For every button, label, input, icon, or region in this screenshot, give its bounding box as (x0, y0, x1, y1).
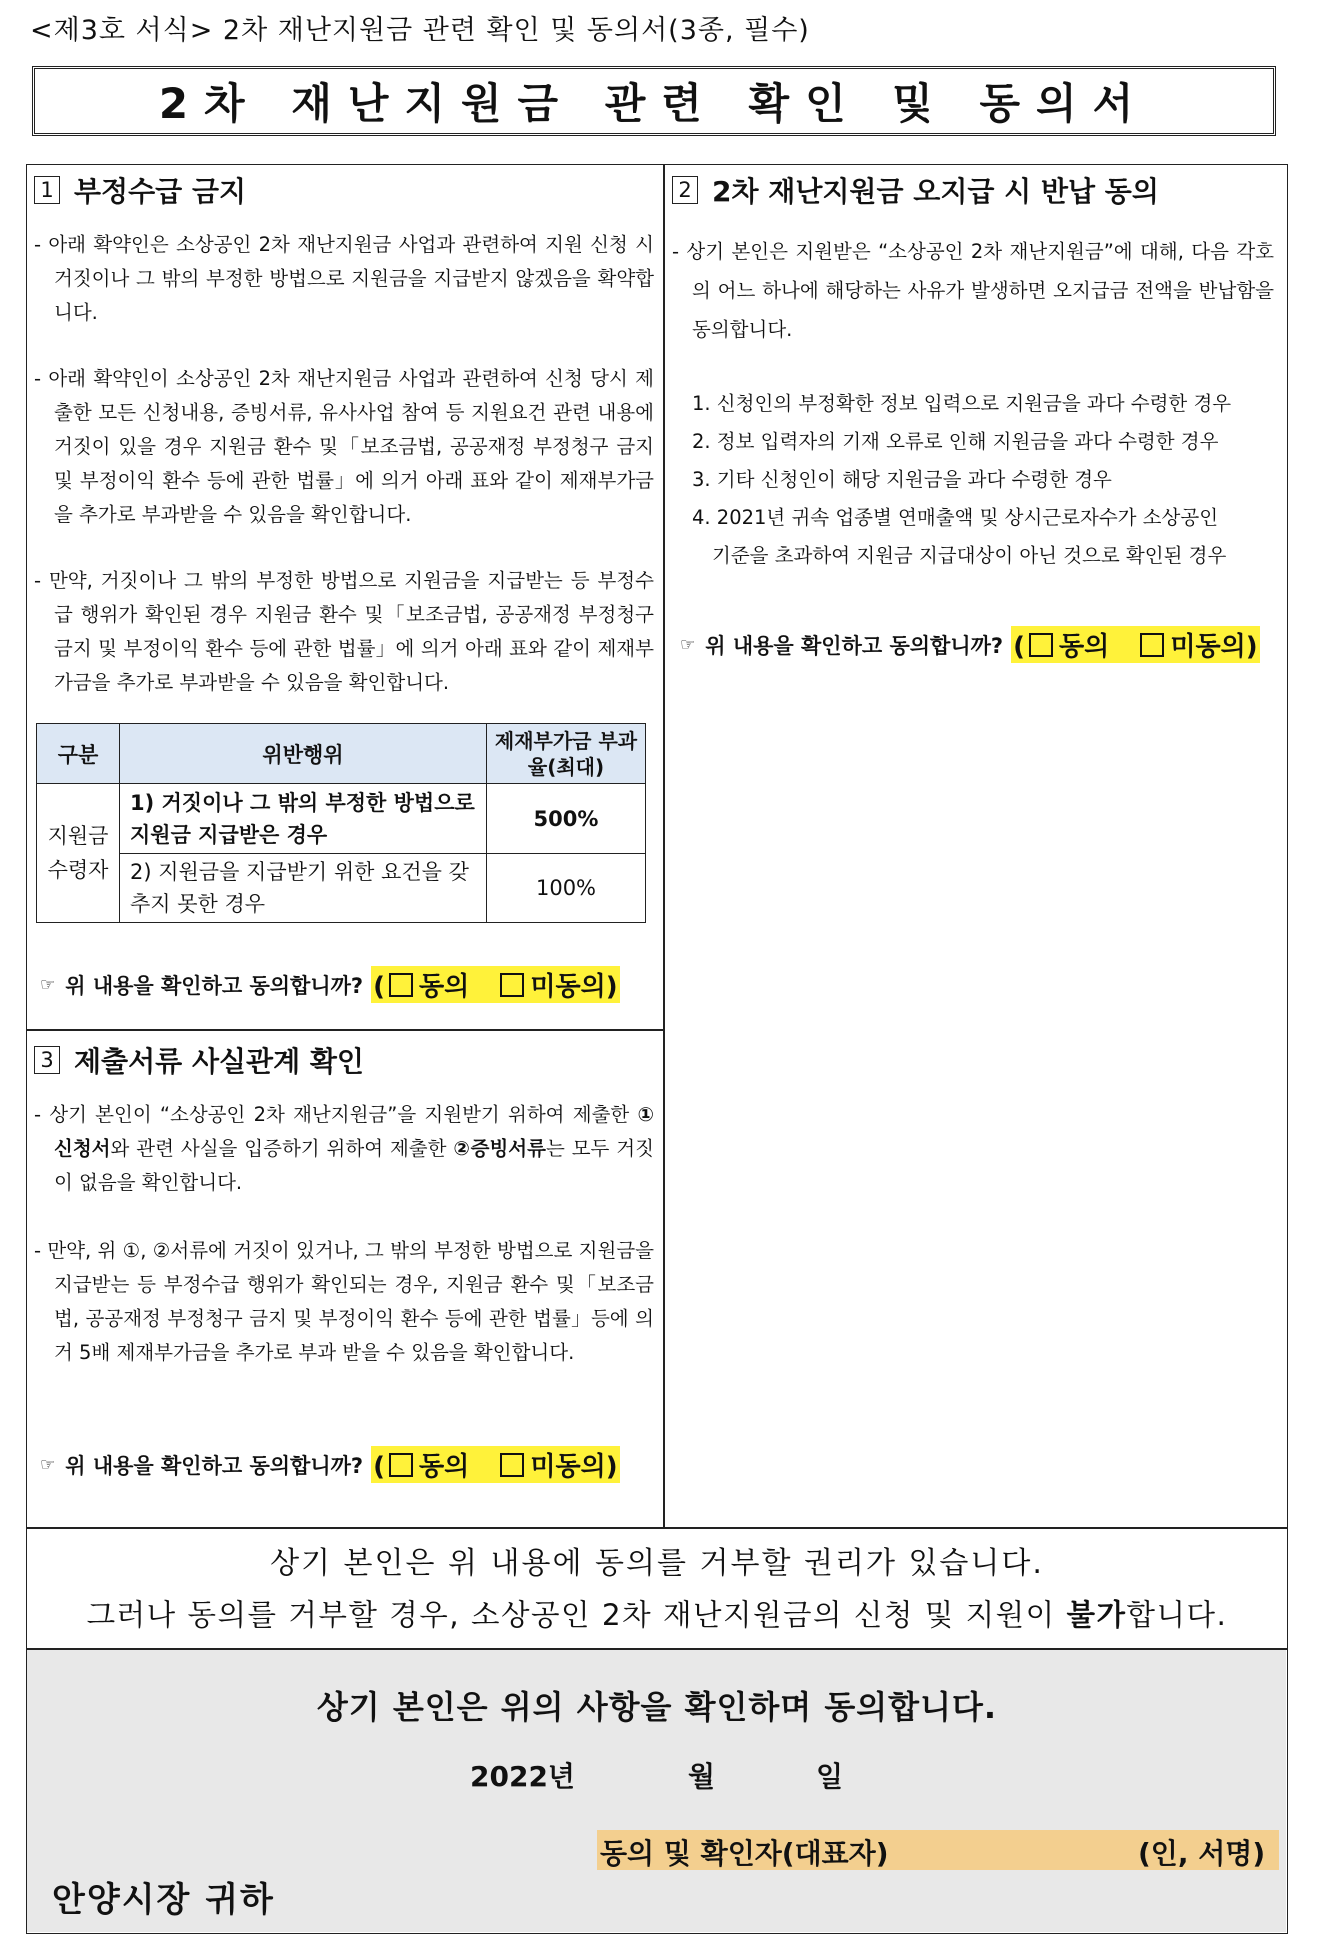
section-2-title-text: 2차 재난지원금 오지급 시 반납 동의 (712, 175, 1159, 208)
section-2-number: 2 (672, 176, 698, 204)
list-item: 기준을 초과하여 지원금 지급대상이 아닌 것으로 확인된 경우 (712, 544, 1227, 567)
refusal-notice-emphasis: 불가 (1066, 1598, 1127, 1632)
disagree-label: 미동의 (530, 972, 606, 1002)
section-1-title (34, 170, 654, 210)
paren-open: ( (1013, 632, 1025, 662)
refusal-notice-line-2 (26, 1592, 1288, 1634)
application-form-ref: ①신청서 (54, 1103, 654, 1160)
seal-label: (인, 서명) (1138, 1837, 1266, 1870)
section-2-list (672, 385, 1274, 575)
section-3-agree-row (40, 1446, 620, 1483)
section-3-number: 3 (34, 1046, 60, 1074)
table-header-violation: 위반행위 (120, 724, 487, 784)
agree-checkbox[interactable] (1029, 633, 1053, 657)
disagree-checkbox[interactable] (500, 1453, 524, 1477)
section-1-para-3: - 만약, 거짓이나 그 밖의 부정한 방법으로 지원금을 지급받는 등 부정수급 행위가 확인된 경우 지원금 환수 및「보조금법, 공공재정 부정청구 금지 및 부정이익 환수 등에 관한 법률」에 의거 아래 표와 같이 제재부가금을 추가로 부과받을 수 있음을 확인합니다. (34, 569, 654, 694)
pointing-hand-icon: ☞ (40, 1454, 56, 1475)
paren-close: ) (605, 972, 618, 1002)
agree-question: 위 내용을 확인하고 동의합니까? (705, 633, 1004, 658)
section-2 (672, 170, 1274, 575)
section-3-para-1-c: 와 관련 사실을 입증하기 위하여 제출한 (110, 1137, 454, 1160)
section-3-para-1 (34, 1098, 654, 1200)
date-year: 2022년 (470, 1760, 575, 1793)
table-cell-rate-1: 500% (487, 784, 646, 854)
paren-open: ( (373, 1452, 385, 1482)
date-day: 일 (816, 1760, 844, 1793)
agree-options (371, 1446, 620, 1483)
disagree-label: 미동의 (1170, 632, 1246, 662)
section-2-title (672, 170, 1274, 210)
list-item: 4. 2021년 귀속 업종별 연매출액 및 상시근로자수가 소상공인 (692, 506, 1219, 529)
addressee: 안양시장 귀하 (52, 1880, 275, 1920)
table-cell-violation-2: 2) 지원금을 지급받기 위한 요건을 갖추지 못한 경우 (120, 854, 487, 923)
section-1-number: 1 (34, 176, 60, 204)
section-1-title-text: 부정수급 금지 (74, 175, 247, 208)
table-cell-category: 지원금 수령자 (37, 784, 120, 923)
disagree-checkbox[interactable] (1140, 633, 1164, 657)
column-divider (663, 164, 665, 1528)
confirm-statement: 상기 본인은 위의 사항을 확인하며 동의합니다. (316, 1688, 998, 1726)
row-divider-2 (26, 1527, 1288, 1529)
section-3-title (34, 1040, 654, 1080)
agree-options (1011, 626, 1260, 663)
disagree-label: 미동의 (530, 1452, 606, 1482)
date-month: 월 (688, 1760, 716, 1793)
list-item: 3. 기타 신청인이 해당 지원금을 과다 수령한 경우 (692, 468, 1112, 491)
agree-checkbox[interactable] (389, 973, 413, 997)
list-item: 2. 정보 입력자의 기재 오류로 인해 지원금을 과다 수령한 경우 (692, 430, 1219, 453)
row-divider-1 (26, 1029, 664, 1031)
section-1-agree-row (40, 966, 620, 1003)
signer-label: 동의 및 확인자(대표자) (600, 1837, 889, 1870)
paren-open: ( (373, 972, 385, 1002)
penalty-table (36, 723, 646, 923)
agree-label: 동의 (1058, 632, 1110, 662)
agree-label: 동의 (418, 972, 470, 1002)
disagree-checkbox[interactable] (500, 973, 524, 997)
table-header-category: 구분 (37, 724, 120, 784)
document-title-box (32, 66, 1276, 136)
section-2-para: - 상기 본인은 지원받은 “소상공인 2차 재난지원금”에 대해, 다음 각호의 어느 하나에 해당하는 사유가 발생하면 오지급금 전액을 반납함을 동의합니다. (672, 240, 1274, 341)
form-tag: <제3호 서식> 2차 재난지원금 관련 확인 및 동의서(3종, 필수) (30, 15, 810, 46)
section-3-para-1-a: - 상기 본인이 “소상공인 2차 재난지원금”을 지원받기 위하여 제출한 (34, 1103, 638, 1126)
list-item: 1. 신청인의 부정확한 정보 입력으로 지원금을 과다 수령한 경우 (692, 392, 1232, 415)
section-3-para-1-e: 는 모두 거짓이 없음을 확인합니다. (54, 1137, 654, 1194)
section-3-para-2: - 만약, 위 ①, ②서류에 거짓이 있거나, 그 밖의 부정한 방법으로 지원금을 지급받는 등 부정수급 행위가 확인되는 경우, 지원금 환수 및「보조금법, 공공재정 부정청구 금지 및 부정이익 환수 등에 관한 법률」등에 의거 5배 제재부가금을 추가로 부과 받을 수 있음을 확인합니다. (34, 1239, 654, 1364)
table-header-rate: 제재부가금 부과율(최대) (487, 724, 646, 784)
section-3 (34, 1040, 654, 1370)
section-1 (34, 170, 654, 700)
refusal-notice-text: 그러나 동의를 거부할 경우, 소상공인 2차 재난지원금의 신청 및 지원이 (86, 1598, 1067, 1632)
pointing-hand-icon: ☞ (40, 974, 56, 995)
section-2-agree-row (680, 626, 1260, 663)
agree-label: 동의 (418, 1452, 470, 1482)
agree-options (371, 966, 620, 1003)
section-1-para-1: - 아래 확약인은 소상공인 2차 재난지원금 사업과 관련하여 지원 신청 시 거짓이나 그 밖의 부정한 방법으로 지원금을 지급받지 않겠음을 확약합니다. (34, 233, 654, 324)
paren-close: ) (1245, 632, 1258, 662)
agree-question: 위 내용을 확인하고 동의합니까? (65, 973, 364, 998)
section-1-para-2: - 아래 확약인이 소상공인 2차 재난지원금 사업과 관련하여 신청 당시 제출한 모든 신청내용, 증빙서류, 유사사업 참여 등 지원요건 관련 내용에 거짓이 있을 경우 지원금 환수 및「보조금법, 공공재정 부정청구 금지 및 부정이익 환수 등에 관한 법률」에 의거 아래 표와 같이 제재부가금을 추가로 부과받을 수 있음을 확인합니다. (34, 367, 654, 526)
table-cell-violation-1: 1) 거짓이나 그 밖의 부정한 방법으로 지원금 지급받은 경우 (120, 784, 487, 854)
table-cell-rate-2: 100% (487, 854, 646, 923)
refusal-notice-line-1: 상기 본인은 위 내용에 동의를 거부할 권리가 있습니다. (270, 1546, 1044, 1581)
pointing-hand-icon: ☞ (680, 634, 696, 655)
document-title: 2차 재난지원금 관련 확인 및 동의서 (158, 79, 1150, 128)
agree-question: 위 내용을 확인하고 동의합니까? (65, 1453, 364, 1478)
evidence-docs-ref: ②증빙서류 (453, 1137, 546, 1160)
section-3-title-text: 제출서류 사실관계 확인 (74, 1045, 364, 1078)
agree-checkbox[interactable] (389, 1453, 413, 1477)
paren-close: ) (605, 1452, 618, 1482)
refusal-notice-end: 합니다. (1126, 1598, 1228, 1632)
